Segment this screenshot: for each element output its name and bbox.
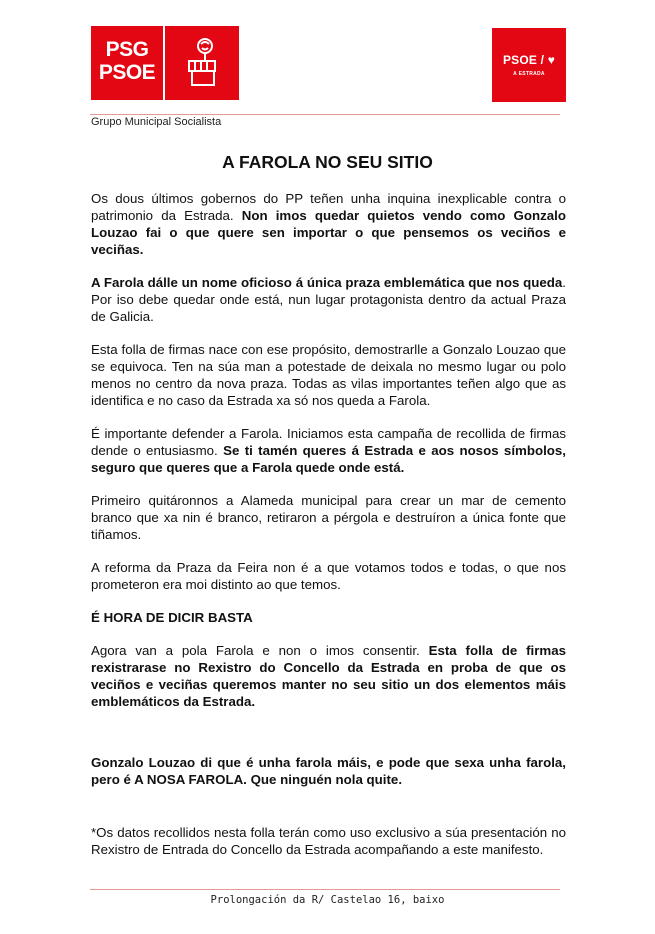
spacer: [91, 726, 566, 754]
footnote: *Os datos recollidos nesta folla terán como uso exclusivo a súa presentación no Rexistro de Entrada do Concello da Estrada acompañando a este manifesto.: [91, 825, 566, 857]
p1-text: Os dous últimos gobernos do PP teñen unha inquina inexplicable contra o patrimonio da Estrada.: [91, 191, 566, 223]
group-label: Grupo Municipal Socialista: [91, 116, 222, 128]
header-divider: [90, 114, 560, 115]
p2-bold: A Farola dálle un nome oficioso á única praza emblemática que nos queda: [91, 275, 563, 290]
p2-text: . Por iso debe quedar onde está, nun lugar protagonista dentro da actual Praza de Galicia.: [91, 275, 566, 324]
section-heading: [91, 609, 566, 626]
logo-psoe-heart-text: PSOE / ♥: [502, 53, 556, 67]
p8-text: Agora van a pola Farola e non o imos consentir.: [91, 643, 429, 658]
heading-bold: É HORA DE DICIR BASTA: [91, 610, 253, 625]
paragraph-1: [91, 190, 566, 258]
psg-psoe-wordmark: [91, 26, 163, 100]
logo-a-estrada-text: A ESTRADA: [513, 71, 545, 77]
paragraph-5: Primeiro quitáronnos a Alameda municipal para crear un mar de cemento branco que xa nin é branco, retiraron a pérgola e destruíron a única fonte que tiñamos.: [91, 493, 566, 542]
p4-text: É importante defender a Farola. Iniciamos esta campaña de recollida de firmas dende o entusiasmo.: [91, 426, 566, 458]
p4-bold: Se ti tamén queres á Estrada e aos nosos símbolos, seguro que queres que a Farola quede onde está.: [91, 443, 566, 475]
psg-psoe-logo: [91, 26, 239, 100]
paragraph-2: [91, 274, 566, 325]
paragraph-3: Esta folla de firmas nace con ese propósito, demostrarlle a Gonzalo Louzao que se equivoca. Ten na súa man a potestade de deixala no mesmo lugar ou polo menos no centro da nova praza. Todas as vilas importantes teñen algo que as identifica e no caso da Estrada xa só nos queda a Farola.: [91, 342, 566, 408]
logo-psoe-text: PSOE: [98, 61, 156, 84]
footer-divider: [90, 889, 560, 890]
paragraph-6: A reforma da Praza da Feira non é a que votamos todos e todas, o que nos prometeron era moi distinto ao que temos.: [91, 560, 566, 592]
p9-bold: Gonzalo Louzao di que é unha farola máis, e pode que sexa unha farola, pero é A NOSA FAROLA. Que ninguén nola quite.: [91, 755, 566, 787]
fist-rose-icon: [165, 26, 239, 100]
paragraph-9: [91, 754, 566, 788]
paragraph-4: [91, 425, 566, 476]
paragraph-8: [91, 642, 566, 710]
footer-address: Prolongación da R/ Castelao 16, baixo: [210, 894, 445, 906]
p8-bold: Esta folla de firmas rexistrarase no Rexistro do Concello da Estrada en proba de que os veciños e veciñas queremos manter no seu sitio un dos elementos máis emblemáticos da Estrada.: [91, 643, 566, 709]
p1-bold: Non imos quedar quietos vendo como Gonzalo Louzao fai o que quere sen importar o que pensemos os veciños e veciñas.: [91, 208, 566, 257]
page-title: A FAROLA NO SEU SITIO: [222, 152, 433, 172]
spacer: [91, 804, 566, 824]
document-body: [91, 190, 566, 874]
logo-psg-text: PSG: [105, 38, 149, 61]
psoe-a-estrada-logo: [492, 28, 566, 102]
